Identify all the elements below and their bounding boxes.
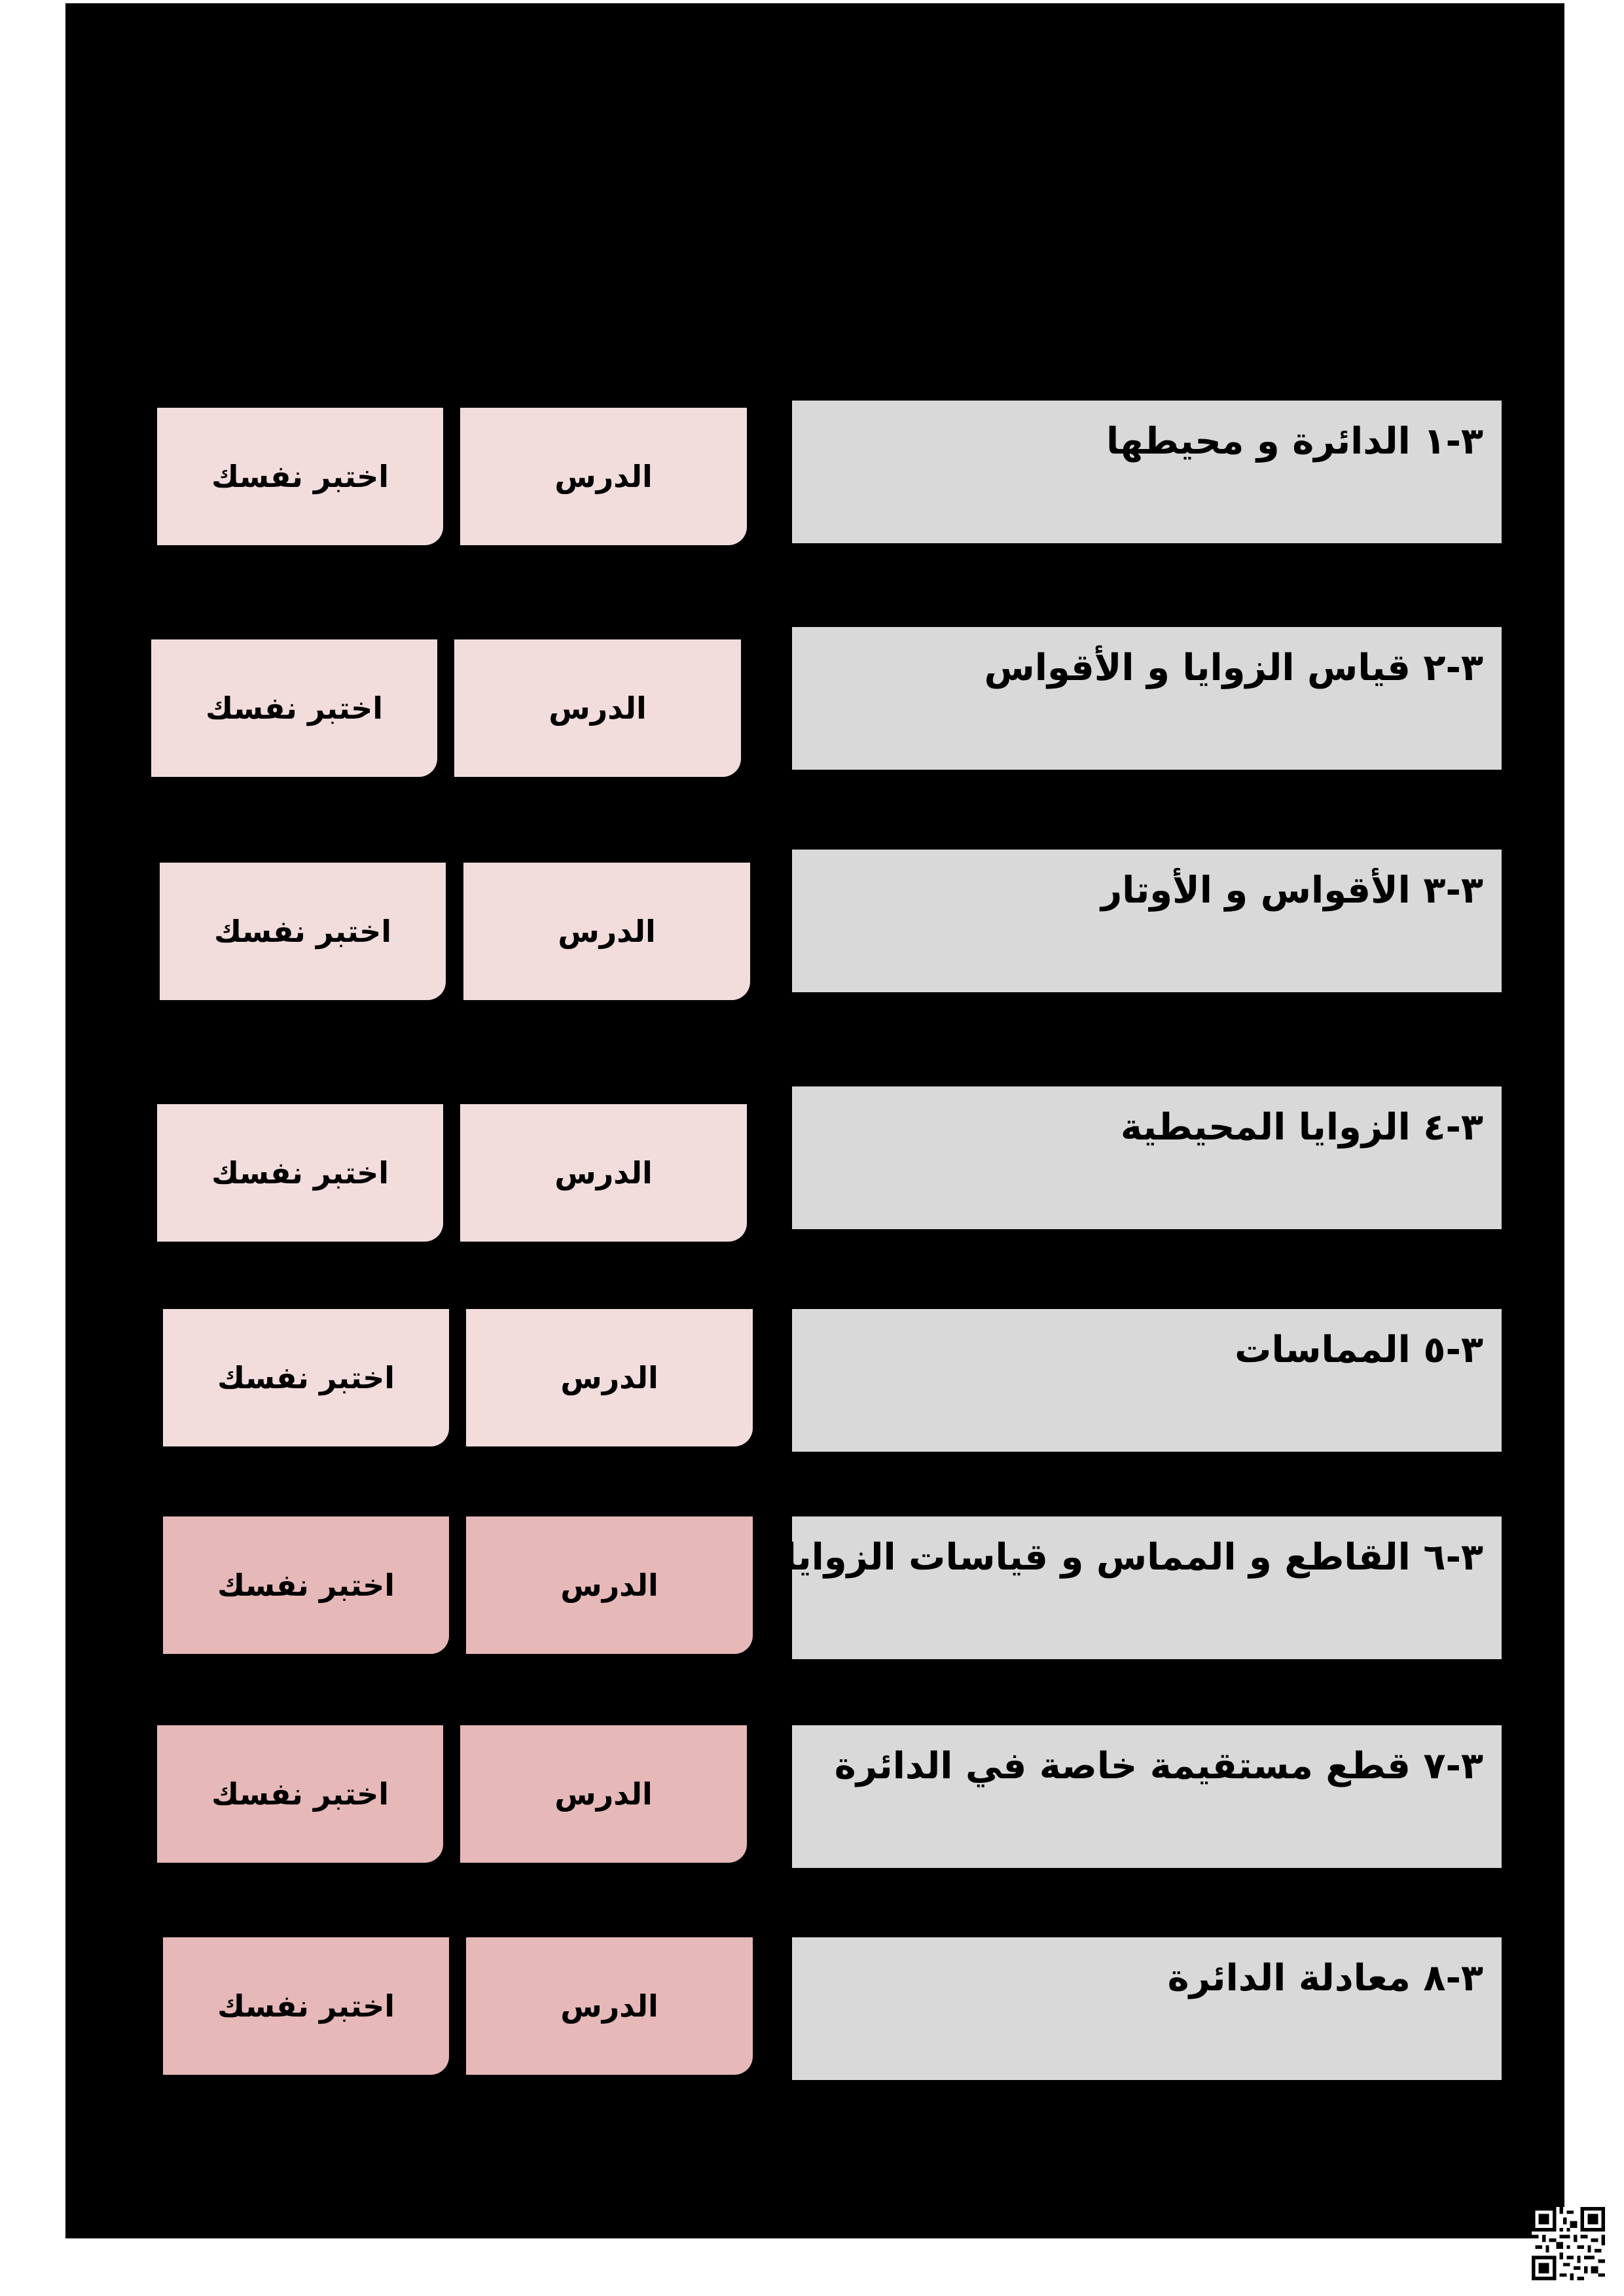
lesson-button-6[interactable]: [466, 1516, 753, 1654]
lesson-button-2[interactable]: [454, 639, 741, 777]
self-test-button-label: اختبر نفسك: [211, 1776, 389, 1812]
self-test-button-7[interactable]: [157, 1725, 443, 1863]
self-test-button-1[interactable]: [157, 408, 443, 545]
lesson-button-5[interactable]: [466, 1309, 753, 1446]
lesson-button-7[interactable]: [460, 1725, 747, 1863]
lesson-title-box-7: [792, 1725, 1502, 1868]
lesson-button-3[interactable]: [463, 863, 750, 1000]
lesson-button-label: الدرس: [558, 914, 656, 949]
self-test-button-3[interactable]: [160, 863, 446, 1000]
self-test-button-label: اختبر نفسك: [205, 691, 384, 726]
lesson-title-5: ٣-٥ المماسات: [1235, 1329, 1483, 1371]
lesson-title-2: ٣-٢ قياس الزوايا و الأقواس: [984, 647, 1483, 689]
lesson-title-8: ٣-٨ معادلة الدائرة: [1167, 1957, 1483, 2000]
self-test-button-label: اختبر نفسك: [217, 1988, 395, 2024]
lesson-title-box-8: [792, 1937, 1502, 2080]
self-test-button-5[interactable]: [163, 1309, 449, 1446]
lesson-button-label: الدرس: [560, 1360, 659, 1395]
lesson-button-label: الدرس: [554, 459, 653, 494]
lesson-button-label: الدرس: [554, 1776, 653, 1812]
lesson-button-label: الدرس: [560, 1988, 659, 2024]
self-test-button-label: اختبر نفسك: [213, 914, 392, 949]
self-test-button-label: اختبر نفسك: [217, 1360, 395, 1395]
lesson-button-8[interactable]: [466, 1937, 753, 2075]
lesson-title-7: ٣-٧ قطع مستقيمة خاصة في الدائرة: [834, 1745, 1483, 1787]
lesson-title-1: ٣-١ الدائرة و محيطها: [1106, 420, 1483, 463]
lesson-button-label: الدرس: [560, 1568, 659, 1603]
lesson-title-4: ٣-٤ الزوايا المحيطية: [1120, 1106, 1483, 1149]
self-test-button-2[interactable]: [151, 639, 437, 777]
qr-code-icon: [1532, 2207, 1605, 2280]
lesson-button-4[interactable]: [460, 1104, 747, 1242]
lesson-title-box-4: [792, 1086, 1502, 1229]
self-test-button-4[interactable]: [157, 1104, 443, 1242]
lesson-title-6: ٣-٦ القاطع و المماس و قياسات الزوايا: [784, 1536, 1483, 1579]
lesson-title-box-6: [784, 1516, 1502, 1659]
lesson-button-1[interactable]: [460, 408, 747, 545]
self-test-button-label: اختبر نفسك: [211, 1155, 389, 1191]
lesson-button-label: الدرس: [549, 691, 647, 726]
self-test-button-label: اختبر نفسك: [217, 1568, 395, 1603]
lesson-button-label: الدرس: [554, 1155, 653, 1191]
lesson-title-3: ٣-٣ الأقواس و الأوتار: [1100, 869, 1483, 912]
self-test-button-6[interactable]: [163, 1516, 449, 1654]
self-test-button-label: اختبر نفسك: [211, 459, 389, 494]
lesson-title-box-5: [792, 1309, 1502, 1452]
self-test-button-8[interactable]: [163, 1937, 449, 2075]
lesson-title-box-1: [792, 401, 1502, 543]
lesson-title-box-3: [792, 850, 1502, 992]
lesson-title-box-2: [792, 627, 1502, 770]
